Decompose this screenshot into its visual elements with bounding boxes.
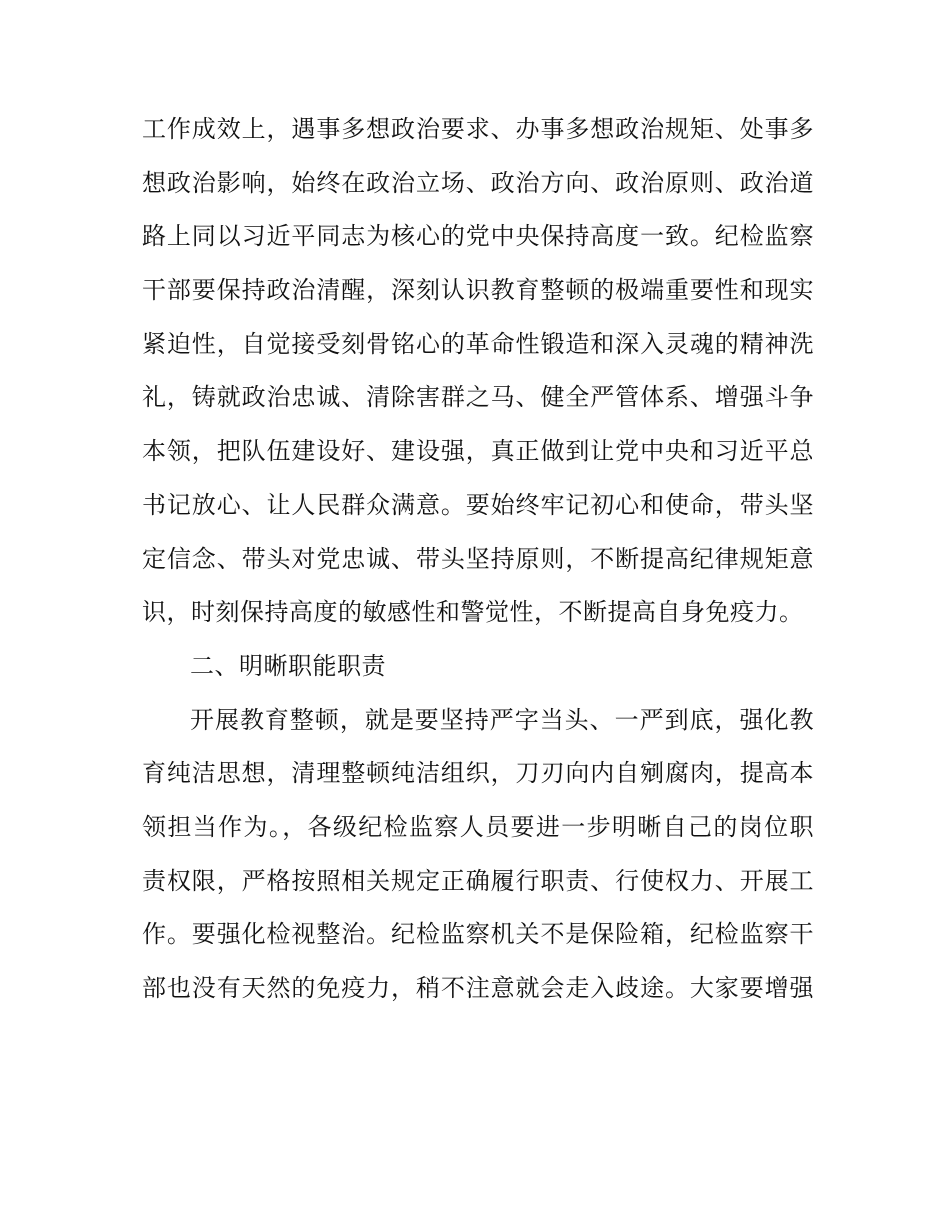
text-line: 路上同以习近平同志为核心的党中央保持高度一致。纪检监察: [142, 222, 814, 251]
section-heading: 二、明晰职能职责: [190, 651, 386, 680]
text-line: 部也没有天然的免疫力，稍不注意就会走入歧途。大家要增强: [142, 974, 814, 1002]
text-line: 育纯洁思想，清理整顿纯洁组织，刀刃向内自剜腐肉，提高本: [142, 759, 814, 788]
text-line: 想政治影响，始终在政治立场、政治方向、政治原则、政治道: [142, 168, 814, 197]
text-line: 识，时刻保持高度的敏感性和警觉性，不断提高自身免疫力。: [142, 598, 804, 627]
text-line: 作。要强化检视整治。纪检监察机关不是保险箱，纪检监察干: [142, 920, 814, 949]
text-line: 紧迫性，自觉接受刻骨铭心的革命性锻造和深入灵魂的精神洗: [142, 329, 814, 358]
text-line: 责权限，严格按照相关规定正确履行职责、行使权力、开展工: [142, 866, 814, 895]
document-body: [142, 103, 814, 1016]
text-line: 礼，铸就政治忠诚、清除害群之马、健全严管体系、增强斗争: [142, 383, 814, 412]
paragraph: [142, 694, 814, 1016]
text-line: 工作成效上，遇事多想政治要求、办事多想政治规矩、处事多: [142, 115, 814, 143]
text-line: 书记放心、让人民群众满意。要始终牢记初心和使命，带头坚: [142, 490, 814, 519]
text-line: 定信念、带头对党忠诚、带头坚持原则，不断提高纪律规矩意: [142, 544, 814, 573]
paragraph: [142, 103, 814, 640]
text-line: 领担当作为。，各级纪检监察人员要进一步明晰自己的岗位职: [142, 812, 814, 841]
text-line: 开展教育整顿，就是要坚持严字当头、一严到底，强化教: [190, 705, 814, 734]
text-line: 干部要保持政治清醒，深刻认识教育整顿的极端重要性和现实: [142, 276, 814, 305]
text-line: 本领，把队伍建设好、建设强，真正做到让党中央和习近平总: [142, 437, 814, 466]
